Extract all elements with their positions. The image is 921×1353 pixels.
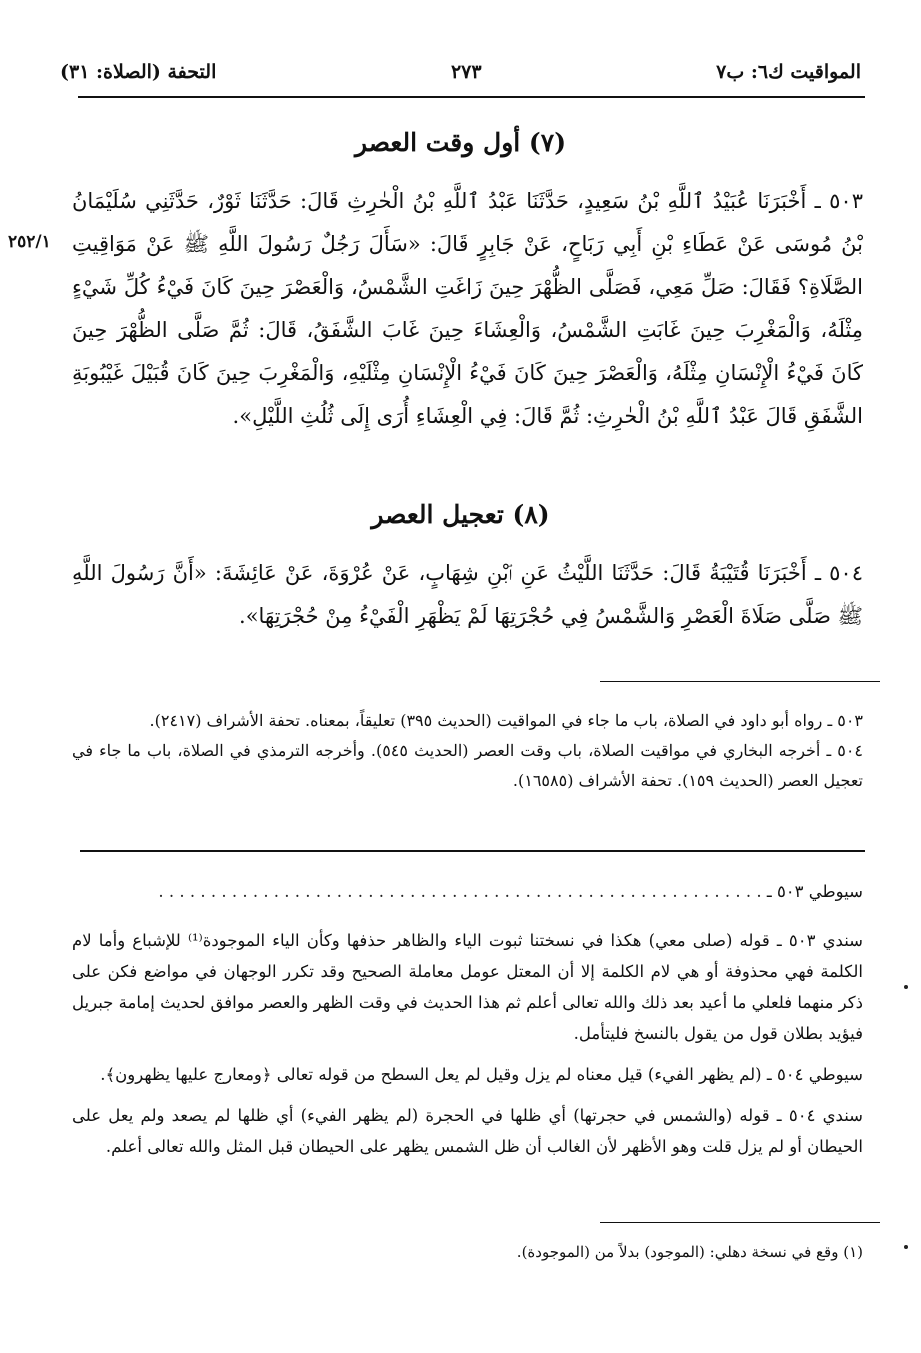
- commentary-separator: [80, 850, 865, 852]
- suyuti-503-dots: . . . . . . . . . . . . . . . . . . . . . . . . . . . . . . . . . . . . . . . . . . . . . . . . . . . . . . . . . .: [158, 882, 762, 901]
- header-rule: [78, 96, 865, 98]
- takhrij-notes: [72, 706, 863, 796]
- footnote-separator: [600, 1222, 880, 1223]
- hadith-503: ٥٠٣ ـ أَخْبَرَنَا عُبَيْدُ ٱللَّهِ بْنُ سَعِيدٍ، حَدَّثَنَا عَبْدُ ٱللَّهِ بْنُ الْحٰرِثِ قَالَ: حَدَّثَنَا ثَوْرٌ، حَدَّثَنِي سُلَيْمَانُ بْنُ مُوسَى عَنْ عَطَاءِ بْنِ أَبِي رَبَاحٍ، عَنْ جَابِرٍ قَالَ: «سَأَلَ رَجُلٌ رَسُولَ اللَّهِ ﷺ عَنْ مَوَاقِيتِ الصَّلَاةِ؟ فَقَالَ: صَلِّ مَعِي، فَصَلَّى الظُّهْرَ حِينَ زَاغَتِ الشَّمْسُ، وَالْعَصْرَ حِينَ كَانَ فَيْءُ كُلِّ شَيْءٍ مِثْلَهُ، وَالْمَغْرِبَ حِينَ غَابَتِ الشَّمْسُ، وَالْعِشَاءَ حِينَ غَابَ الشَّفَقُ، قَالَ: ثُمَّ صَلَّى الظُّهْرَ حِينَ كَانَ فَيْءُ الْإِنْسَانِ مِثْلَهُ، وَالْعَصْرَ حِينَ كَانَ فَيْءُ الْإِنْسَانِ مِثْلَيْهِ، وَالْمَغْرِبَ حِينَ كَانَ قُبَيْلَ غَيْبُوبَةِ الشَّفَقِ قَالَ عَبْدُ ٱللَّهِ بْنُ الْحٰرِثِ: ثُمَّ قَالَ: فِي الْعِشَاءِ أُرَى إِلَى ثُلُثِ اللَّيْلِ».: [72, 189, 863, 428]
- running-head: [60, 52, 861, 92]
- section-8-heading: (٨) تعجيل العصر: [371, 500, 550, 529]
- commentary-block: [72, 876, 863, 1172]
- sindi-504: سندي ٥٠٤ ـ قوله (والشمس في حجرتها) أي ظلها في الحجرة (لم يظهر الفيء) أي ظلها لم يصعد ولم يعل على الحيطان أو لم يزل قلت وهو الأظهر لأن الغالب أن ظل الشمس يظهر على الحيطان قبل المثل والله تعالى أعلم.: [72, 1106, 864, 1156]
- suyuti-503-label: سيوطي ٥٠٣ ـ: [766, 882, 863, 901]
- suyuti-504: سيوطي ٥٠٤ ـ (لم يظهر الفيء) قيل معناه لم يزل وقيل لم يعل السطح من قوله تعالى ﴿ومعارج عليها يظهرون﴾.: [100, 1065, 863, 1084]
- sindi-503: سندي ٥٠٣ ـ قوله (صلى معي) هكذا في نسختنا ثبوت الياء والظاهر حذفها وكأن الياء الموجودة⁽¹⁾ للإشباع وأما لام الكلمة فهي محذوفة أو هي لام الكلمة إلا أن المعتل عومل معاملة الصحيح وقد تكرر الوجهان في مواضع فكن على ذكر منهما فلعلي ما أعيد بعد ذلك والله تعالى أعلم ثم هذا الحديث في وقت الظهر والعصر موافق لحديث إمامة جبريل فيؤيد بطلان قول من يقول بالنسخ فليتأمل.: [72, 931, 864, 1043]
- running-head-tuhfa: التحفة (الصلاة: ٣١): [60, 61, 217, 83]
- takhrij-note-503: ٥٠٣ ـ رواه أبو داود في الصلاة، باب ما جاء في المواقيت (الحديث ٣٩٥) تعليقاً، بمعناه. تحفة الأشراف (٢٤١٧).: [149, 711, 863, 730]
- margin-dot: [904, 985, 908, 989]
- suyuti-503: [72, 876, 863, 907]
- section-7-heading: (٧) أول وقت العصر: [354, 128, 567, 157]
- footnote: (١) وقع في نسخة دهلي: (الموجود) بدلاً من (الموجودة).: [516, 1243, 863, 1261]
- margin-reference: ٢٥٢/١: [8, 232, 51, 252]
- margin-dot: [904, 1245, 908, 1249]
- takhrij-note-504: ٥٠٤ ـ أخرجه البخاري في مواقيت الصلاة، باب وقت العصر (الحديث ٥٤٥). وأخرجه الترمذي في الصلاة، باب ما جاء في تعجيل العصر (الحديث ١٥٩). تحفة الأشراف (١٦٥٨٥).: [72, 741, 864, 790]
- takhrij-separator: [600, 681, 880, 682]
- running-head-chapter: المواقيت ك٦: ب٧: [716, 61, 861, 83]
- page-number: ٢٧٣: [450, 61, 482, 83]
- hadith-504: ٥٠٤ ـ أَخْبَرَنَا قُتَيْبَةُ قَالَ: حَدَّثَنَا اللَّيْثُ عَنِ ٱبْنِ شِهَابٍ، عَنْ عُرْوَةَ، عَنْ عَائِشَةَ: «أَنَّ رَسُولَ اللَّهِ ﷺ صَلَّى صَلَاةَ الْعَصْرِ وَالشَّمْسُ فِي حُجْرَتِهَا لَمْ يَظْهَرِ الْفَيْءُ مِنْ حُجْرَتِهَا».: [72, 561, 863, 628]
